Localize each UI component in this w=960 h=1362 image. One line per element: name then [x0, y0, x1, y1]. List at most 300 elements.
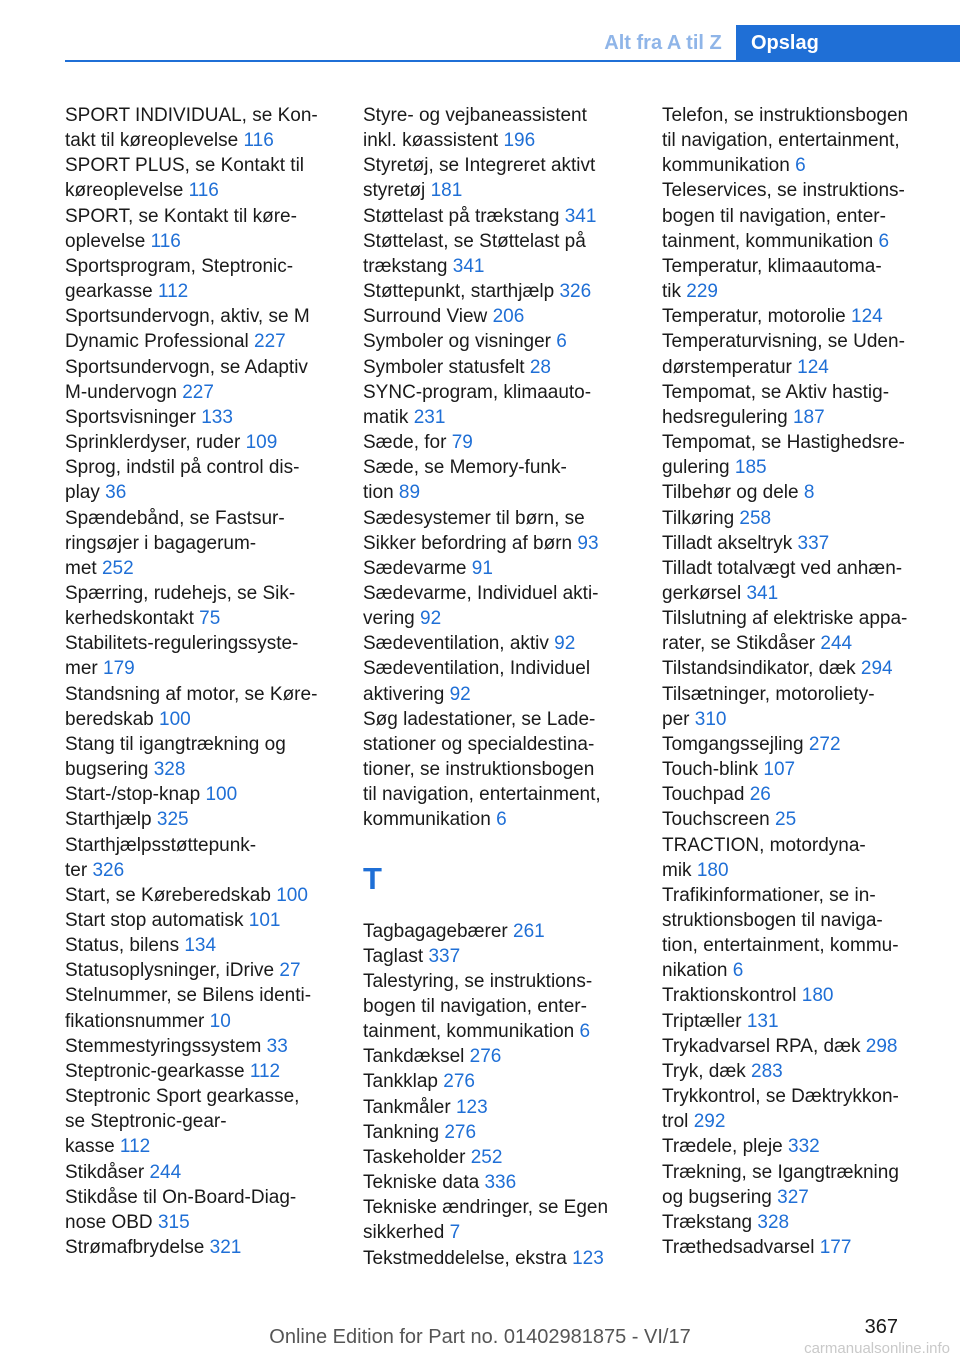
index-entry [65, 304, 337, 354]
entry-text [363, 682, 635, 707]
entry-text [662, 581, 942, 606]
index-entry [662, 682, 942, 732]
page-reference-link[interactable]: 131 [746, 1010, 779, 1032]
page-reference-link[interactable]: 124 [797, 356, 829, 378]
page-reference-link[interactable]: 8 [803, 482, 815, 504]
page-reference-link[interactable]: 321 [209, 1237, 242, 1259]
page-reference-link[interactable]: 326 [92, 859, 125, 881]
page-reference-link[interactable]: 283 [751, 1060, 783, 1082]
page-reference-link[interactable]: 7 [449, 1222, 461, 1244]
entry-text [662, 1109, 942, 1134]
active-tab[interactable]: Opslag [736, 25, 960, 62]
entry-text [363, 1120, 635, 1145]
entry-text-segment: inkl. køassistent [363, 130, 499, 152]
page-reference-link[interactable]: 327 [777, 1186, 809, 1208]
page-reference-link[interactable]: 134 [184, 935, 217, 957]
index-entry [662, 807, 942, 832]
entry-text-segment: kommunikation [363, 809, 491, 831]
entry-text [363, 204, 635, 229]
index-entry [363, 380, 635, 430]
page-reference-link[interactable]: 116 [243, 130, 274, 152]
entry-text-segment: Tagbagagebærer [363, 920, 508, 942]
index-entry [65, 1185, 337, 1235]
entry-text-segment: Tankning [363, 1121, 440, 1143]
entry-text: Starthjælpsstøttepunk- [65, 834, 257, 856]
entry-text [662, 1134, 942, 1159]
page-reference-link[interactable]: 100 [205, 784, 238, 806]
entry-text-segment: Tilbehør og dele [662, 482, 799, 504]
index-entry [363, 707, 635, 833]
entry-text [65, 933, 337, 958]
entry-text-segment: Start, se Køreberedskab [65, 884, 271, 906]
index-entry [65, 1160, 337, 1185]
entry-text: Stikdåse til On-Board-Diag- [65, 1186, 297, 1208]
entry-text [65, 1210, 337, 1235]
page-reference-link[interactable]: 101 [248, 910, 281, 931]
entry-text-segment: Taskeholder [363, 1146, 466, 1168]
page-reference-link[interactable]: 6 [579, 1021, 591, 1043]
entry-text [662, 480, 942, 505]
entry-text [662, 229, 942, 254]
entry-text [662, 983, 942, 1008]
entry-text: Sportsprogram, Steptronic- [65, 255, 294, 277]
page-reference-link[interactable]: 6 [732, 960, 744, 982]
page-reference-link[interactable]: 91 [471, 557, 493, 579]
entry-text-segment: bugsering [65, 759, 149, 781]
entry-text [65, 1134, 337, 1159]
entry-text [65, 807, 337, 832]
entry-text: bogen til navigation, enter- [662, 205, 886, 227]
entry-text: tion, entertainment, kommu- [662, 935, 899, 957]
entry-text-segment: rater, se Stikdåser [662, 633, 816, 655]
entry-text [363, 1069, 635, 1094]
entry-text: SYNC-program, klimaauto- [363, 381, 592, 403]
entry-text-segment: Tilstandsindikator, dæk [662, 658, 856, 680]
index-entry [65, 1084, 337, 1159]
entry-text [662, 1034, 942, 1059]
entry-text-segment: styretøj [363, 180, 426, 202]
entry-text [65, 1009, 337, 1034]
index-entry [363, 556, 635, 581]
entry-text-segment: play [65, 482, 100, 504]
page-reference-link[interactable]: 28 [529, 356, 551, 378]
index-entry [662, 656, 942, 681]
index-entry [65, 732, 337, 782]
entry-text [662, 455, 942, 480]
index-entry [363, 631, 635, 656]
entry-text [662, 531, 942, 556]
entry-text-segment: Tankdæksel [363, 1046, 465, 1068]
entry-text-segment: aktivering [363, 683, 445, 705]
entry-text-segment: tainment, kommunikation [363, 1021, 575, 1043]
page-reference-link[interactable]: 116 [188, 180, 219, 202]
index-entry [662, 732, 942, 757]
index-entry [363, 455, 635, 505]
entry-text-segment: met [65, 557, 97, 579]
entry-text: Trækning, se Igangtrækning [662, 1161, 899, 1183]
entry-text-segment: gearkasse [65, 281, 153, 303]
entry-text [65, 1059, 337, 1084]
index-entry [363, 430, 635, 455]
entry-text-segment: fikationsnummer [65, 1010, 205, 1032]
entry-text [662, 858, 942, 883]
entry-text: Trykkontrol, se Dæktrykkon- [662, 1086, 899, 1108]
page-reference-link[interactable]: 79 [451, 432, 473, 454]
page-reference-link[interactable]: 341 [746, 582, 779, 604]
entry-text: Tilladt totalvægt ved anhæn- [662, 557, 903, 579]
index-entry [65, 103, 337, 153]
index-entry [65, 1034, 337, 1059]
index-entry [662, 1210, 942, 1235]
page-reference-link[interactable]: 231 [413, 406, 446, 428]
entry-text-segment: mer [65, 658, 98, 680]
index-entry [662, 380, 942, 430]
entry-text: Styre- og vejbaneassistent [363, 105, 587, 126]
page-reference-link[interactable]: 315 [157, 1211, 190, 1233]
index-entry [363, 1069, 635, 1094]
page-number: 367 [864, 1316, 898, 1338]
entry-text: Spændebånd, se Fastsur- [65, 507, 285, 529]
entry-text: Spærring, rudehejs, se Sik- [65, 582, 296, 604]
page-reference-link[interactable]: 181 [430, 180, 463, 202]
entry-text-segment: Sædevarme [363, 557, 467, 579]
index-entry [662, 531, 942, 556]
entry-text-segment: Taglast [363, 945, 424, 967]
entry-text [363, 1170, 635, 1195]
entry-text-segment: Tomgangssejling [662, 733, 804, 755]
entry-text [363, 556, 635, 581]
entry-text-segment: M-undervogn [65, 381, 177, 403]
entry-text-segment: Touchscreen [662, 809, 770, 831]
entry-text: Telefon, se instruktionsbogen [662, 105, 909, 126]
entry-text [65, 782, 337, 807]
page-reference-link[interactable]: 92 [420, 608, 442, 630]
page-reference-link[interactable]: 112 [119, 1136, 151, 1158]
index-entry [363, 103, 635, 153]
entry-text-segment: gerkørsel [662, 582, 742, 604]
entry-text [363, 531, 635, 556]
entry-text [662, 958, 942, 983]
page-reference-link[interactable]: 341 [564, 205, 597, 227]
page-reference-link[interactable]: 112 [157, 281, 189, 303]
entry-text-segment: Status, bilens [65, 935, 180, 957]
entry-text-segment: Stikdåser [65, 1161, 145, 1183]
entry-text: SPORT INDIVIDUAL, se Kon- [65, 105, 318, 126]
index-entry [662, 506, 942, 531]
index-entry [363, 919, 635, 944]
page-reference-link[interactable]: 100 [276, 884, 308, 906]
index-entry [65, 682, 337, 732]
index-entry [662, 1084, 942, 1134]
index-entry [363, 1145, 635, 1170]
entry-text-segment: Touch-blink [662, 759, 759, 781]
page-reference-link[interactable]: 92 [449, 683, 471, 705]
entry-text [363, 919, 635, 944]
entry-text [65, 380, 337, 405]
page-reference-link[interactable]: 93 [577, 532, 599, 554]
index-entry [65, 254, 337, 304]
page-reference-link[interactable]: 133 [201, 406, 233, 428]
page-reference-link[interactable]: 310 [694, 708, 727, 730]
page-reference-link[interactable]: 229 [686, 281, 718, 303]
entry-text [662, 1185, 942, 1210]
page-reference-link[interactable]: 227 [182, 381, 214, 403]
entry-text-segment: kommunikation [662, 155, 790, 177]
index-entry [662, 883, 942, 984]
index-entry [662, 103, 942, 178]
page-reference-link[interactable]: 326 [559, 281, 592, 303]
page-reference-link[interactable]: 206 [492, 306, 525, 328]
index-entry [662, 1009, 942, 1034]
page-reference-link[interactable]: 258 [739, 507, 772, 529]
page-reference-link[interactable]: 112 [249, 1060, 281, 1082]
entry-text-segment: kerhedskontakt [65, 608, 194, 630]
index-entry [363, 1095, 635, 1120]
entry-text [363, 405, 635, 430]
entry-text-segment: beredskab [65, 708, 154, 730]
page-reference-link[interactable]: 328 [757, 1211, 790, 1233]
entry-text [65, 405, 337, 430]
page-reference-link[interactable]: 276 [444, 1121, 477, 1143]
page-reference-link[interactable]: 227 [254, 331, 286, 353]
page-reference-link[interactable]: 75 [199, 608, 221, 630]
letter-heading: T [363, 860, 382, 896]
index-entry [65, 455, 337, 505]
index-entry [363, 279, 635, 304]
page-reference-link[interactable]: 244 [820, 633, 853, 655]
entry-text-segment: oplevelse [65, 230, 146, 252]
page-reference-link[interactable]: 123 [572, 1247, 604, 1269]
page-reference-link[interactable]: 180 [696, 859, 729, 881]
index-entry [662, 430, 942, 480]
index-column-1 [65, 103, 337, 1260]
entry-text [662, 1009, 942, 1034]
entry-text [662, 707, 942, 732]
page-reference-link[interactable]: 180 [801, 985, 834, 1007]
page-reference-link[interactable]: 292 [693, 1111, 726, 1133]
page-reference-link[interactable]: 298 [865, 1035, 898, 1057]
page-reference-link[interactable]: 328 [153, 759, 186, 781]
index-entry [363, 1120, 635, 1145]
page-reference-link[interactable]: 276 [469, 1046, 502, 1068]
entry-text-segment: Surround View [363, 306, 488, 328]
page-reference-link[interactable]: 294 [860, 658, 893, 680]
page-reference-link[interactable]: 10 [209, 1010, 231, 1032]
page-reference-link[interactable]: 26 [749, 784, 771, 806]
entry-text: tioner, se instruktionsbogen [363, 759, 595, 781]
index-entry [662, 1235, 942, 1260]
entry-text-segment: Sæde, for [363, 432, 447, 454]
page-reference-link[interactable]: 33 [266, 1035, 288, 1057]
page-reference-link[interactable]: 196 [503, 130, 536, 152]
page-reference-link[interactable]: 36 [105, 482, 127, 504]
entry-text: Sædeventilation, Individuel [363, 658, 591, 680]
entry-text [662, 506, 942, 531]
page-reference-link[interactable]: 179 [103, 658, 135, 680]
entry-text [363, 807, 635, 832]
entry-text-segment: Strømafbrydelse [65, 1237, 205, 1259]
index-entry [65, 153, 337, 203]
entry-text-segment: og bugsering [662, 1186, 772, 1208]
entry-text [363, 254, 635, 279]
entry-text [363, 480, 635, 505]
entry-text-segment: Start-/stop-knap [65, 784, 201, 806]
entry-text-segment: vering [363, 608, 415, 630]
entry-text: Steptronic Sport gearkasse, [65, 1086, 300, 1108]
index-entry [662, 833, 942, 883]
entry-text [662, 732, 942, 757]
entry-text [662, 782, 942, 807]
entry-text [662, 807, 942, 832]
index-entry [65, 405, 337, 430]
index-entry [65, 1059, 337, 1084]
index-entry [662, 782, 942, 807]
entry-text [363, 1220, 635, 1245]
index-entry [65, 204, 337, 254]
entry-text [65, 883, 337, 908]
entry-text-segment: Støttelast på trækstang [363, 205, 560, 227]
page-reference-link[interactable]: 124 [851, 306, 883, 328]
entry-text-segment: Sprinklerdyser, ruder [65, 432, 241, 454]
entry-text: Sprog, indstil på control dis- [65, 457, 300, 479]
entry-text: Teleservices, se instruktions- [662, 180, 905, 202]
entry-text: Standsning af motor, se Køre- [65, 683, 318, 705]
entry-text [363, 1246, 635, 1271]
entry-text-segment: nose OBD [65, 1211, 153, 1233]
entry-text-segment: køreoplevelse [65, 180, 184, 202]
index-entry [662, 480, 942, 505]
index-entry [363, 944, 635, 969]
entry-text: SPORT PLUS, se Kontakt til [65, 155, 305, 177]
entry-text [662, 153, 942, 178]
entry-text [65, 908, 337, 933]
entry-text-segment: Tekniske data [363, 1172, 480, 1194]
entry-text-segment: Sædeventilation, aktiv [363, 633, 549, 655]
entry-text-segment: tion [363, 482, 394, 504]
page-reference-link[interactable]: 100 [159, 708, 191, 730]
index-entry [363, 1195, 635, 1245]
entry-text [662, 355, 942, 380]
entry-text [65, 329, 337, 354]
index-entry [65, 355, 337, 405]
index-entry [65, 833, 337, 883]
index-entry [662, 1034, 942, 1059]
index-entry [65, 933, 337, 958]
index-entry [363, 355, 635, 380]
entry-text-segment: Sportsvisninger [65, 406, 196, 428]
watermark: carmanualsonline.info [804, 1340, 950, 1357]
page-reference-link[interactable]: 276 [443, 1071, 475, 1093]
entry-text: ringsøjer i bagagerum- [65, 532, 257, 554]
index-entry [65, 631, 337, 681]
page-reference-link[interactable]: 337 [797, 532, 830, 554]
page-reference-link[interactable]: 6 [496, 809, 507, 831]
entry-text [65, 858, 337, 883]
page-reference-link[interactable]: 27 [279, 960, 301, 982]
entry-text: Stang til igangtrækning og [65, 733, 286, 755]
page-reference-link[interactable]: 123 [455, 1096, 488, 1118]
entry-text-segment: dørstemperatur [662, 356, 792, 378]
page-reference-link[interactable]: 185 [734, 457, 767, 479]
page-reference-link[interactable]: 92 [554, 633, 576, 655]
entry-text-segment: Tekstmeddelelse, ekstra [363, 1247, 567, 1269]
entry-text [65, 656, 337, 681]
page-reference-link[interactable]: 272 [808, 733, 841, 755]
entry-text [363, 279, 635, 304]
page-reference-link[interactable]: 187 [792, 406, 825, 428]
entry-text [65, 178, 337, 203]
entry-text: til navigation, entertainment, [363, 784, 601, 806]
page-reference-link[interactable]: 325 [156, 809, 189, 831]
page-reference-link[interactable]: 6 [878, 230, 890, 252]
index-entry [662, 757, 942, 782]
page-reference-link[interactable]: 261 [513, 920, 545, 942]
entry-text-segment: Tryk, dæk [662, 1060, 746, 1082]
page-reference-link[interactable]: 336 [484, 1172, 517, 1194]
entry-text-segment: sikkerhed [363, 1222, 445, 1244]
index-entry [363, 204, 635, 229]
entry-text: Sædevarme, Individuel akti- [363, 582, 599, 604]
entry-text-segment: nikation [662, 960, 728, 982]
index-entry [363, 581, 635, 631]
entry-text-segment: hedsregulering [662, 406, 788, 428]
page-reference-link[interactable]: 25 [775, 809, 797, 831]
entry-text [662, 757, 942, 782]
entry-text: Temperatur, klimaautoma- [662, 255, 882, 277]
entry-text [65, 606, 337, 631]
index-entry [65, 983, 337, 1033]
page-reference-link[interactable]: 177 [819, 1237, 852, 1259]
page-reference-link[interactable]: 107 [763, 759, 796, 781]
index-entry [363, 1044, 635, 1069]
index-entry [65, 883, 337, 908]
page-reference-link[interactable]: 337 [428, 945, 461, 967]
entry-text: Støttelast, se Støttelast på [363, 230, 586, 252]
entry-text: stationer og specialdestina- [363, 733, 595, 755]
entry-text: struktionsbogen til naviga- [662, 910, 883, 931]
page-reference-link[interactable]: 341 [452, 255, 485, 277]
entry-text [363, 355, 635, 380]
index-entry [662, 983, 942, 1008]
index-entry [65, 506, 337, 581]
page-reference-link[interactable]: 252 [470, 1146, 503, 1168]
edition-footer: Online Edition for Part no. 01402981875 - VI/17 [269, 1326, 691, 1348]
entry-text [363, 128, 635, 153]
page-reference-link[interactable]: 332 [788, 1136, 820, 1158]
page-reference-link[interactable]: 116 [150, 230, 181, 252]
page-reference-link[interactable]: 89 [398, 482, 421, 504]
page-reference-link[interactable]: 6 [795, 155, 806, 177]
page-reference-link[interactable]: 109 [245, 432, 278, 454]
entry-text-segment: trækstang [363, 255, 448, 277]
entry-text [65, 757, 337, 782]
page-reference-link[interactable]: 252 [101, 557, 134, 579]
page-reference-link[interactable]: 6 [556, 331, 567, 353]
entry-text [65, 279, 337, 304]
entry-text-segment: gulering [662, 457, 730, 479]
entry-text: Stelnummer, se Bilens identi- [65, 985, 312, 1007]
page-reference-link[interactable]: 244 [149, 1161, 182, 1183]
entry-text [363, 1044, 635, 1069]
index-entry [662, 556, 942, 606]
index-entry [662, 1059, 942, 1084]
entry-text: bogen til navigation, enter- [363, 996, 587, 1017]
index-entry [662, 178, 942, 253]
entry-text: Tekniske ændringer, se Egen [363, 1197, 609, 1219]
section-tab[interactable]: Alt fra A til Z [604, 32, 722, 54]
entry-text: Sædesystemer til børn, se [363, 507, 585, 529]
entry-text: Sportsundervogn, se Adaptiv [65, 356, 308, 378]
